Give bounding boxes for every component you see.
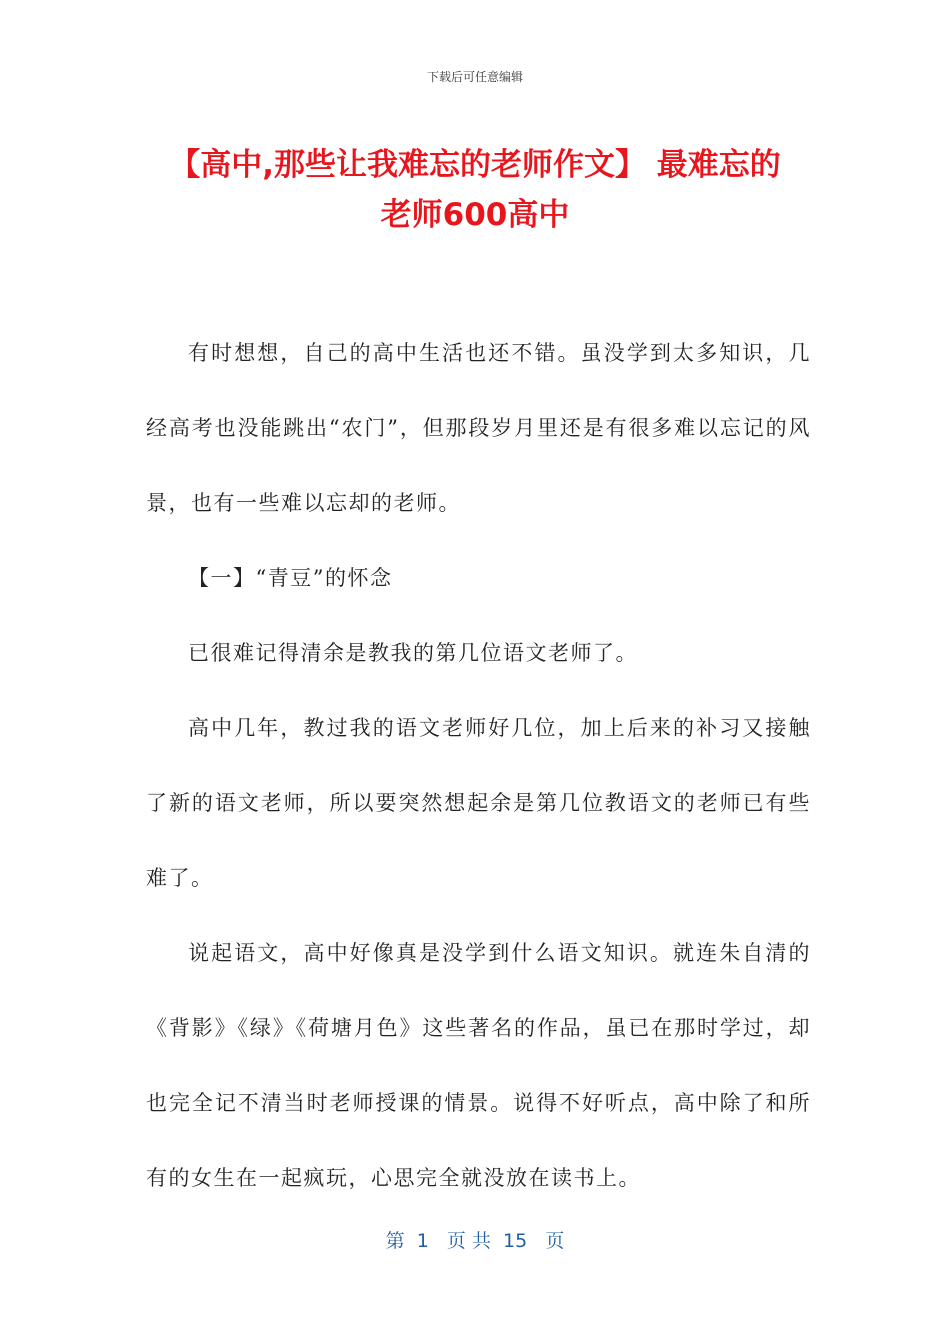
document-body [146,316,811,1216]
header-note: 下载后可任意编辑 [426,70,523,84]
page-number-footer: 第 1 页 共 15 页 [385,1230,565,1252]
title-line-2: 老师600高中 [380,197,570,233]
section-heading: 【一】“青豆”的怀念 [188,566,393,590]
paragraph: 已很难记得清余是教我的第几位语文老师了。 [188,641,638,665]
paragraph: 高中几年，教过我的语文老师好几位，加上后来的补习又接触了新的语文老师，所以要突然想起余是第几位教语文的老师已有些难了。 [146,716,811,890]
paragraph: 说起语文，高中好像真是没学到什么语文知识。就连朱自清的《背影》《绿》《荷塘月色》这些著名的作品，虽已在那时学过，却也完全记不清当时老师授课的情景。说得不好听点，高中除了和所有的女生在一起疯玩，心思完全就没放在读书上。 [146,941,811,1190]
paragraph: 有时想想，自己的高中生活也还不错。虽没学到太多知识，几经高考也没能跳出“农门”，但那段岁月里还是有很多难以忘记的风景，也有一些难以忘却的老师。 [146,341,811,515]
document-title [100,140,850,240]
title-line-1: 【高中,那些让我难忘的老师作文】 最难忘的 [169,147,781,183]
